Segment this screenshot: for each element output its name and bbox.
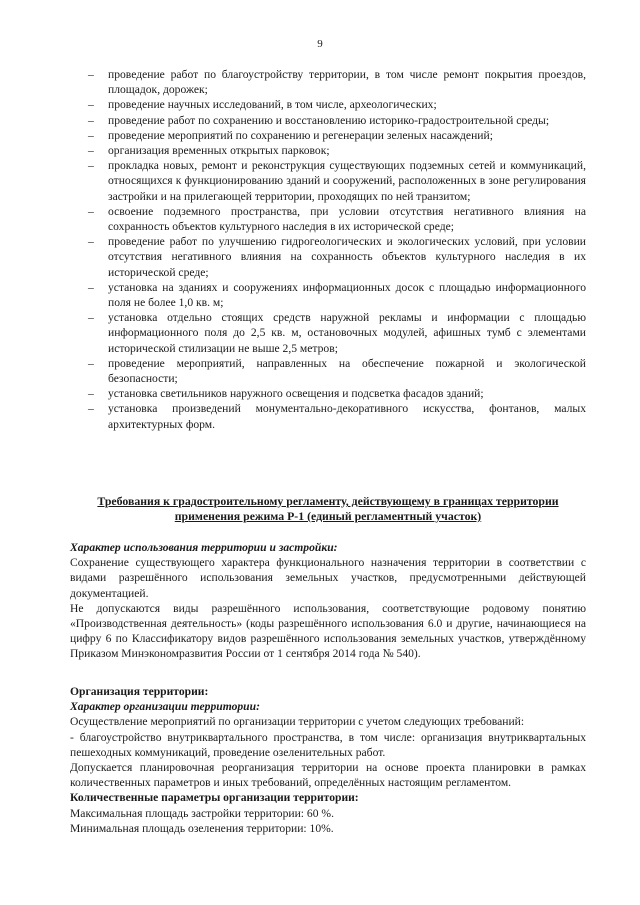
list-item-text: проведение работ по улучшению гидрогеологических и экологических условий, при условии отсутствия негативного влияния на сохранность объектов культурного наследия в их исторической среде; [108, 235, 586, 279]
list-item-text: организация временных открытых парковок; [108, 144, 330, 158]
list-item [88, 401, 586, 431]
list-item [88, 143, 586, 158]
quantitative-heading: Количественные параметры организации территории: [70, 791, 359, 805]
list-item-text: проведение мероприятий по сохранению и регенерации зеленых насаждений; [108, 128, 493, 142]
list-item [88, 234, 586, 280]
bullet-dash: – [88, 311, 94, 325]
bullet-dash: – [88, 159, 94, 173]
organization-subheading: Характер организации территории: [70, 700, 260, 714]
bullet-dash: – [88, 356, 94, 370]
list-item [88, 128, 586, 143]
section-heading: Требования к градостроительному регламенту, действующему в границах территории применения режима Р-1 (единый регламентный участок) [97, 494, 559, 523]
list-item [88, 386, 586, 401]
organization-section [70, 684, 586, 836]
organization-paragraph: Допускается планировочная реорганизация территории на основе проекта планировки в рамках количественных параметров и иных требований, определённых настоящим регламентом. [70, 761, 586, 790]
list-item-text: установка на зданиях и сооружениях информационных досок с площадью информационного поля не более 1,0 кв. м; [108, 280, 586, 310]
list-item [88, 356, 586, 386]
list-item-text: установка произведений монументально-декоративного искусства, фонтанов, малых архитектурных форм. [108, 402, 586, 431]
list-item [88, 158, 586, 204]
usage-paragraph: Не допускаются виды разрешённого использования, соответствующие родовому понятию «Производственная деятельность» (коды разрешённого использования 6.0 и другие, начинающиеся на цифру 6 по Классификатору видов разрешённого использования земельных участков, утверждённому Приказом Минэкономразвития России от 1 сентября 2014 года № 540). [70, 601, 586, 661]
bullet-dash: – [88, 235, 94, 249]
quantitative-line: Минимальная площадь озеленения территории: 10%. [70, 821, 334, 835]
list-item [88, 310, 586, 356]
list-item-text: освоение подземного пространства, при условии отсутствия негативного влияния на сохранность объектов культурного наследия в их исторической среде; [108, 204, 586, 234]
page-number: 9 [317, 38, 323, 50]
organization-heading: Организация территории: [70, 685, 209, 698]
bullet-dash: – [88, 98, 94, 112]
list-item-text: прокладка новых, ремонт и реконструкция существующих подземных сетей и коммуникаций, относящихся к функционированию зданий и сооружений, расположенных в зоне регулирования застройки и на прилегающей территории, проходящих по ней транзитом; [108, 159, 586, 203]
usage-paragraph: Сохранение существующего характера функционального назначения территории в соответствии с видами разрешённого использования земельных участков, предусмотренными действующей документацией. [70, 556, 586, 600]
list-item [88, 204, 586, 234]
list-item-text: установка отдельно стоящих средств наружной рекламы и информации с площадью информационного поля до 2,5 кв. м, остановочных модулей, афишных тумб с элементами исторической стилизации не выше 2,5 метров; [108, 311, 586, 355]
quantitative-line: Максимальная площадь застройки территории: 60 %. [70, 806, 334, 820]
organization-intro: Осуществление мероприятий по организации территории с учетом следующих требований: [70, 715, 525, 729]
list-item-text: установка светильников наружного освещения и подсветка фасадов зданий; [108, 387, 484, 401]
list-item-text: проведение научных исследований, в том числе, археологических; [108, 98, 437, 112]
list-item [88, 280, 586, 310]
bullet-dash: – [88, 387, 94, 401]
organization-item: - благоустройство внутриквартального пространства, в том числе: организация внутриквартальных пешеходных коммуникаций, проведение озеленительных работ. [70, 730, 586, 759]
list-item [88, 97, 586, 112]
bullet-dash: – [88, 113, 94, 127]
bullet-dash: – [88, 144, 94, 158]
list-item-text: проведение работ по сохранению и восстановлению историко-градостроительной среды; [108, 113, 550, 127]
bullet-dash: – [88, 68, 94, 81]
bullet-dash: – [88, 204, 94, 218]
list-item [88, 67, 586, 97]
permitted-works-list [88, 67, 586, 432]
bullet-dash: – [88, 128, 94, 142]
usage-section [70, 540, 586, 662]
bullet-dash: – [88, 280, 94, 294]
list-item-text: проведение работ по благоустройству территории, в том числе ремонт покрытия проездов, площадок, дорожек; [108, 68, 586, 97]
list-item [88, 113, 586, 128]
bullet-dash: – [88, 402, 94, 416]
usage-heading: Характер использования территории и застройки: [70, 541, 338, 554]
list-item-text: проведение мероприятий, направленных на обеспечение пожарной и экологической безопасности; [108, 356, 586, 386]
